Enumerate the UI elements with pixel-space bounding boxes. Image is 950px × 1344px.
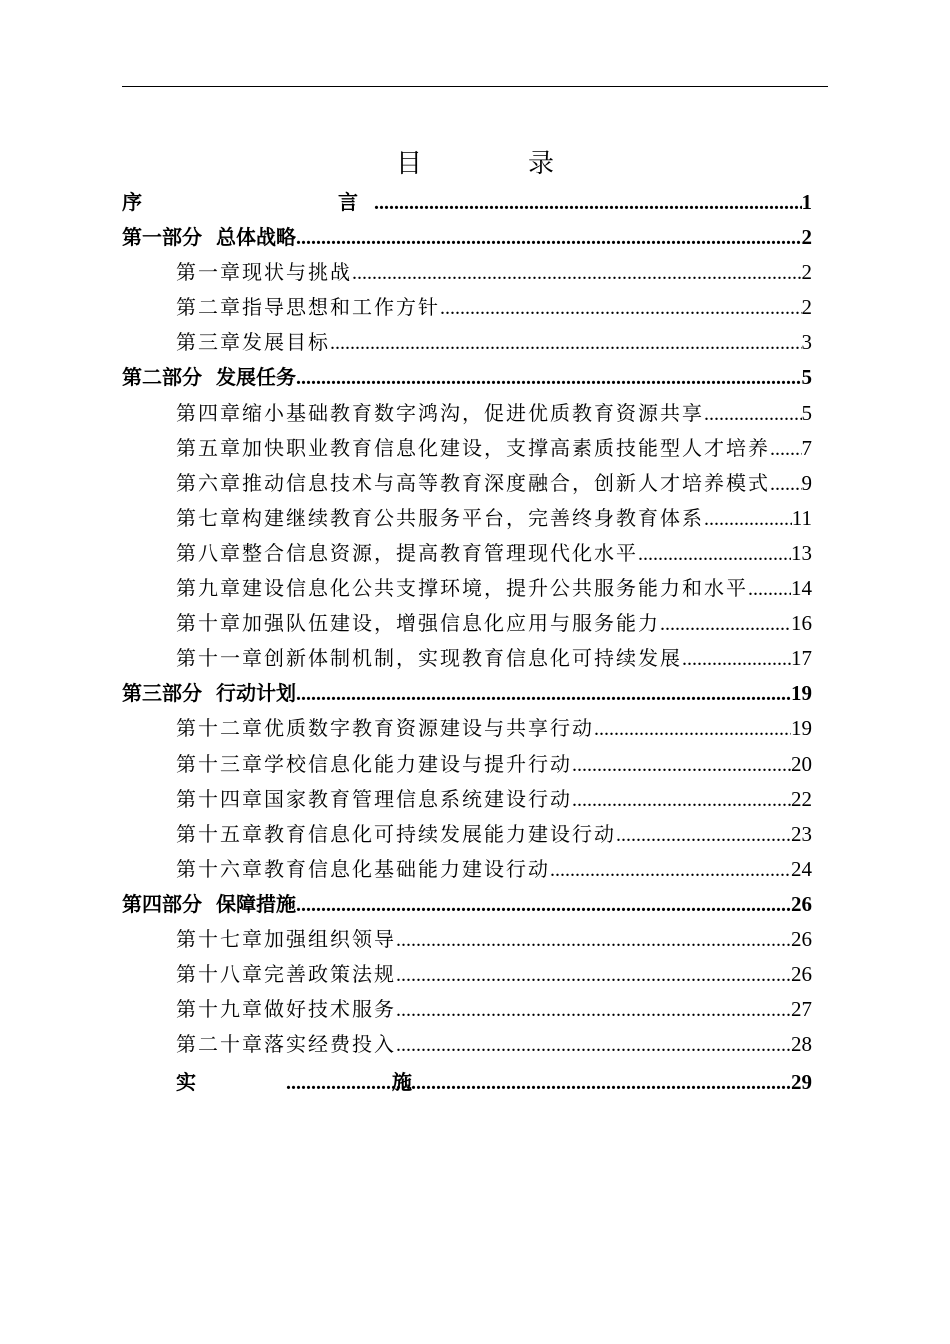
toc-chapter-entry[interactable] [122,711,812,746]
toc-entry-page: 26 [791,962,812,987]
toc-chapter-entry[interactable] [122,501,812,536]
toc-entry-number: 第十六章 [176,856,264,881]
toc-entry-page: 29 [791,1070,812,1095]
toc-entry-page: 1 [801,190,812,214]
header-rule [122,86,828,87]
dot-leader [682,642,791,677]
dot-leader [396,993,791,1028]
toc-entry-title: 发展任务 [216,365,296,390]
toc-entry-page: 11 [791,505,812,530]
toc-entry-page: 23 [791,821,812,846]
toc-entry-page: 28 [791,1032,812,1057]
toc-entry-number: 第十三章 [176,751,264,776]
toc-entry-title: 完善政策法规 [264,962,396,987]
toc-entry-page: 13 [791,540,812,565]
toc-entry-page: 24 [791,856,812,881]
toc-entry-number: 第二十章 [176,1032,264,1057]
toc-entry-number: 第四部分 [122,891,202,916]
toc-entry-number: 实 施 [176,1070,464,1095]
toc-entry-page: 19 [791,681,812,706]
toc-chapter-entry[interactable] [122,396,812,431]
toc-entry-title: 整合信息资源，提高教育管理现代化水平 [242,540,638,565]
toc-entry-page: 7 [801,435,812,460]
toc-entry-number: 第十八章 [176,962,264,987]
toc-entry-number: 第六章 [176,470,242,495]
toc-entry-page: 20 [791,751,812,776]
toc-chapter-entry[interactable] [122,466,812,501]
toc-chapter-entry[interactable] [122,817,812,852]
toc-entry-page: 9 [801,470,812,495]
dot-leader [616,818,791,853]
toc-chapter-entry[interactable] [122,431,812,466]
toc-part-entry[interactable] [122,185,812,220]
dot-leader [660,607,791,642]
toc-entry-number: 第十一章 [176,646,264,671]
toc-entry-number: 第十七章 [176,926,264,951]
dot-leader [572,748,791,783]
toc-chapter-entry[interactable] [122,1027,812,1062]
toc-entry-title: 行动计划 [216,681,296,706]
dot-leader [286,1066,791,1101]
dot-leader [396,1028,791,1063]
toc-entry-title: 保障措施 [216,891,296,916]
toc-entry-page: 22 [791,786,812,811]
toc-chapter-entry[interactable] [122,325,812,360]
toc-entry-title: 做好技术服务 [264,997,396,1022]
toc-entry-page: 2 [801,225,812,250]
toc-entry-number: 第十五章 [176,821,264,846]
toc-entry-number: 第五章 [176,435,242,460]
toc-entry-title: 教育信息化基础能力建设行动 [264,856,550,881]
toc-entry-title: 现状与挑战 [242,260,352,285]
toc-entry-title: 指导思想和工作方针 [242,295,440,320]
toc-entry-number: 第九章 [176,576,242,601]
toc-entry-title: 学校信息化能力建设与提升行动 [264,751,572,776]
toc-entry-number: 第十四章 [176,786,264,811]
toc-entry-number: 第三章 [176,330,242,355]
toc-entry-number: 第一章 [176,260,242,285]
dot-leader [352,256,802,291]
toc-entry-number: 第十二章 [176,716,264,741]
dot-leader [594,712,791,747]
toc-entry-page: 26 [791,926,812,951]
toc-part-entry[interactable] [122,1065,812,1100]
toc-entry-title: 总体战略 [216,225,296,250]
toc-part-entry[interactable] [122,676,812,711]
toc-entry-number: 第二部分 [122,365,202,390]
toc-chapter-entry[interactable] [122,536,812,571]
toc-part-entry[interactable] [122,220,812,255]
toc-chapter-entry[interactable] [122,641,812,676]
toc-entry-page: 19 [791,716,812,741]
dot-leader [770,432,802,467]
dot-leader [296,888,791,923]
toc-entry-page: 5 [801,400,812,425]
toc-part-entry[interactable] [122,887,812,922]
toc-chapter-entry[interactable] [122,571,812,606]
toc-entry-title: 教育信息化可持续发展能力建设行动 [264,821,616,846]
toc-chapter-entry[interactable] [122,957,812,992]
dot-leader [296,361,802,396]
dot-leader [770,467,802,502]
dot-leader [550,853,791,888]
toc-entry-page: 5 [801,365,812,390]
toc-entry-page: 3 [801,330,812,355]
dot-leader [374,186,802,221]
toc-entry-page: 16 [791,611,812,636]
toc-entry-page: 17 [791,646,812,671]
toc-entry-page: 27 [791,997,812,1022]
toc-entry-number: 第一部分 [122,225,202,250]
toc-entry-title: 建设信息化公共支撑环境，提升公共服务能力和水平 [242,576,748,601]
toc-entry-title: 创新体制机制，实现教育信息化可持续发展 [264,646,682,671]
toc-title: 目 录 [395,149,594,179]
toc-entry-title: 加快职业教育信息化建设，支撑高素质技能型人才培养 [242,435,770,460]
toc-entry-number: 序 言 [122,190,410,214]
toc-entry-title: 构建继续教育公共服务平台，完善终身教育体系 [242,505,704,530]
toc-entry-number: 第二章 [176,295,242,320]
toc-entry-title: 推动信息技术与高等教育深度融合，创新人才培养模式 [242,470,770,495]
toc-entry-page: 2 [801,295,812,320]
toc-chapter-entry[interactable] [122,606,812,641]
toc-entry-title: 加强组织领导 [264,926,396,951]
toc-entry-page: 26 [791,891,812,916]
toc-chapter-entry[interactable] [122,852,812,887]
toc-entry-title: 加强队伍建设，增强信息化应用与服务能力 [242,611,660,636]
dot-leader [296,677,791,712]
dot-leader [330,326,802,361]
dot-leader [704,397,802,432]
toc-entry-number: 第十九章 [176,997,264,1022]
toc-part-entry[interactable] [122,360,812,395]
dot-leader [748,572,791,607]
dot-leader [638,537,791,572]
dot-leader [396,923,791,958]
toc-entry-page: 14 [791,576,812,601]
toc-entry-title: 国家教育管理信息系统建设行动 [264,786,572,811]
toc-chapter-entry[interactable] [122,992,812,1027]
toc-chapter-entry[interactable] [122,782,812,817]
toc-entry-title: 缩小基础教育数字鸿沟，促进优质教育资源共享 [242,400,704,425]
dot-leader [440,291,802,326]
dot-leader [296,221,802,256]
toc-entry-number: 第三部分 [122,681,202,706]
toc-entry-number: 第八章 [176,540,242,565]
dot-leader [572,783,791,818]
toc-entry-number: 第十章 [176,611,242,636]
toc-chapter-entry[interactable] [122,290,812,325]
toc-entry-page: 2 [801,260,812,285]
toc-entry-title: 落实经费投入 [264,1032,396,1057]
dot-leader [396,958,791,993]
toc-chapter-entry[interactable] [122,255,812,290]
toc-entry-title: 优质数字教育资源建设与共享行动 [264,716,594,741]
table-of-contents [122,185,812,1100]
toc-entry-number: 第四章 [176,400,242,425]
toc-chapter-entry[interactable] [122,747,812,782]
toc-entry-title: 发展目标 [242,330,330,355]
dot-leader [704,502,792,537]
toc-entry-number: 第七章 [176,505,242,530]
toc-chapter-entry[interactable] [122,922,812,957]
